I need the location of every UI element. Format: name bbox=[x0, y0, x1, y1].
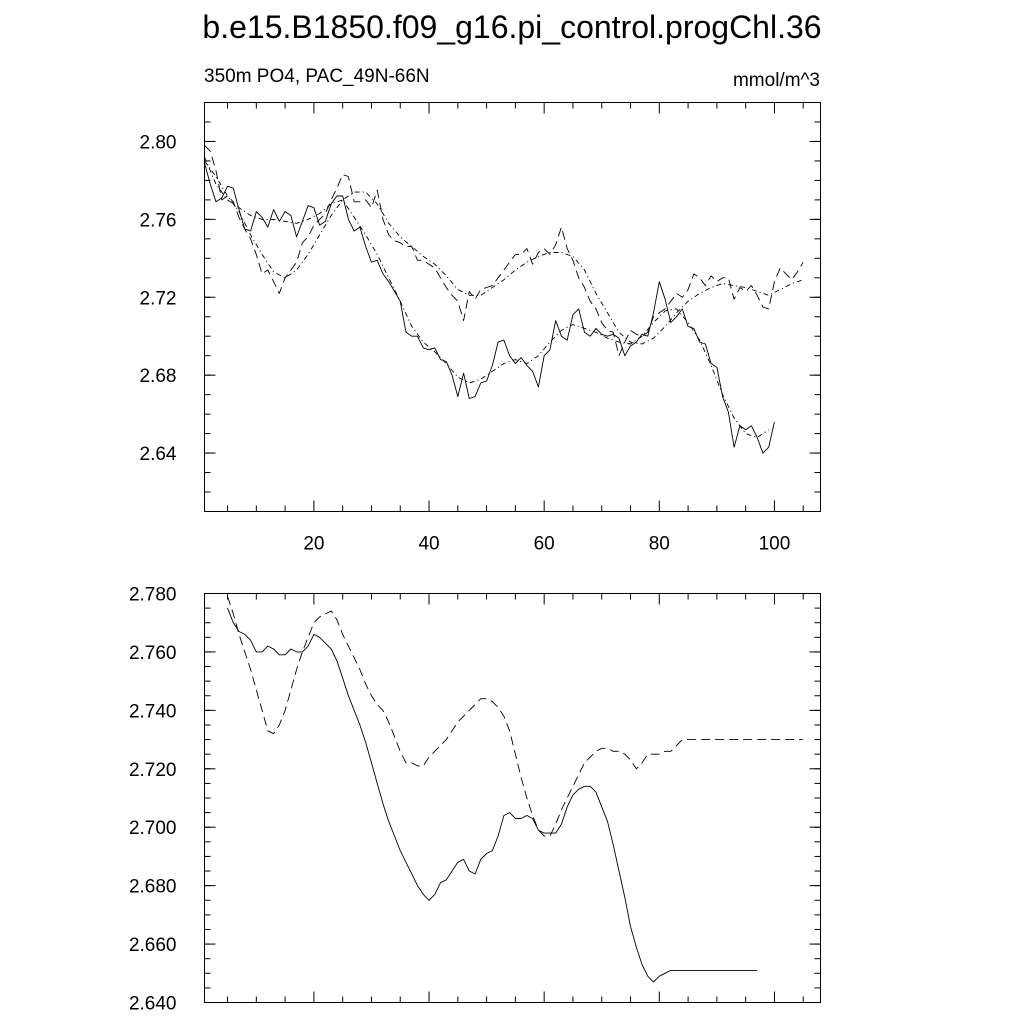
series-line-dash-dot-2 bbox=[205, 157, 769, 438]
bottom-panel-series bbox=[228, 596, 804, 982]
y-tick-label: 2.68 bbox=[139, 366, 177, 388]
series-line-solid-0 bbox=[205, 163, 775, 453]
y-tick-label: 2.64 bbox=[139, 444, 177, 466]
top-panel-subtitle-right: mmol/m^3 bbox=[732, 70, 820, 91]
y-tick-label: 2.720 bbox=[128, 759, 177, 781]
top-panel-ticks bbox=[140, 103, 821, 555]
y-tick-label: 2.660 bbox=[128, 935, 177, 957]
x-tick-label: 40 bbox=[418, 533, 440, 555]
top-panel-series bbox=[205, 145, 804, 453]
y-tick-label: 2.80 bbox=[139, 132, 177, 154]
x-tick-label: 60 bbox=[533, 533, 555, 555]
series-line-dashed-1 bbox=[205, 145, 804, 355]
bottom-panel-plot-frame bbox=[205, 594, 821, 1003]
y-tick-label: 2.740 bbox=[128, 701, 177, 723]
bottom-panel bbox=[129, 585, 821, 1015]
top-panel-subtitle-left: 350m PO4, PAC_49N-66N bbox=[204, 66, 430, 87]
series-line-dash-dot-3 bbox=[205, 161, 804, 344]
y-tick-label: 2.640 bbox=[128, 993, 177, 1015]
series-line-solid-0 bbox=[228, 608, 758, 982]
x-tick-label: 20 bbox=[303, 533, 325, 555]
x-tick-label: 100 bbox=[758, 533, 791, 555]
y-tick-label: 2.72 bbox=[139, 288, 177, 310]
y-tick-label: 2.76 bbox=[139, 210, 177, 232]
y-tick-label: 2.780 bbox=[128, 584, 177, 606]
top-panel bbox=[140, 66, 821, 555]
series-line-dashed-1 bbox=[228, 596, 804, 836]
y-tick-label: 2.680 bbox=[128, 876, 177, 898]
y-tick-label: 2.700 bbox=[128, 818, 177, 840]
top-panel-plot-frame bbox=[205, 103, 821, 512]
figure-title: b.e15.B1850.f09_g16.pi_control.progChl.36 bbox=[202, 9, 822, 45]
bottom-panel-ticks bbox=[129, 585, 821, 1015]
x-tick-label: 80 bbox=[648, 533, 670, 555]
y-tick-label: 2.760 bbox=[128, 642, 177, 664]
